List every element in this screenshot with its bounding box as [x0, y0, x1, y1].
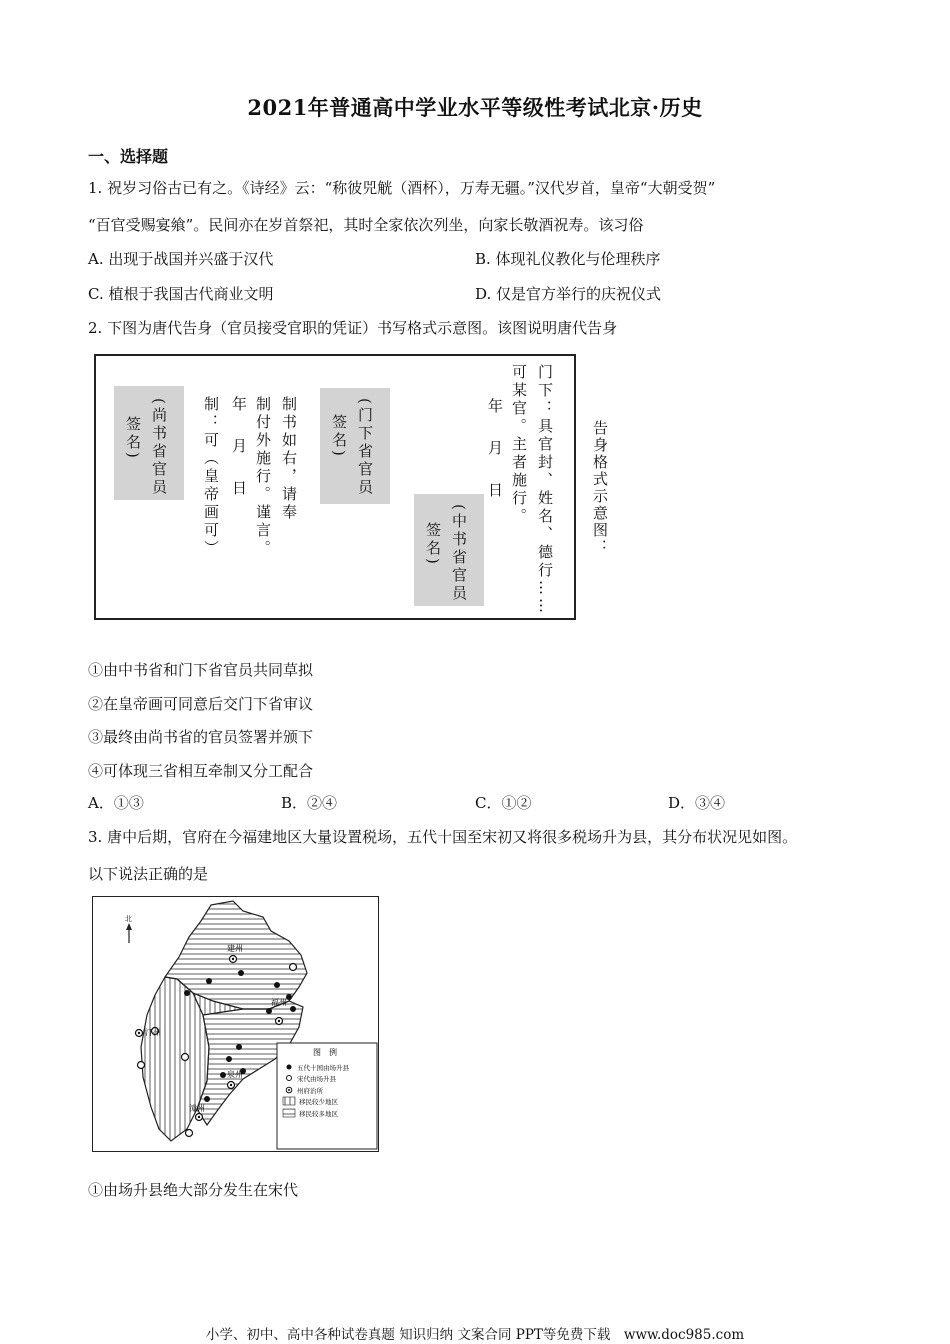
box-menxia-sign: 签名) [330, 414, 348, 459]
q2-option-c: C．①② [475, 794, 532, 812]
fujian-map-svg [93, 897, 379, 1152]
fujian-map [92, 896, 379, 1152]
city-label-zhangzhou: 漳州 [189, 1104, 205, 1113]
box-zhongshu-label: (中书省官员 [450, 504, 468, 603]
legend-item-4: 移民较少地区 [299, 1098, 338, 1106]
box-shangshu-label: (尚书省官员 [150, 398, 168, 497]
page-footer: 小学、初中、高中各种试卷真题 知识归纳 文案合同 PPT等免费下载 www.doc985.com [205, 1327, 745, 1343]
diagram-box-shangshu [114, 386, 184, 500]
q1-option-c: C. 植根于我国古代商业文明 [88, 285, 274, 303]
north-arrow-head [126, 923, 132, 930]
diagram-box-menxia [320, 388, 390, 504]
city-label-tingzhou: 汀州 [145, 1028, 161, 1037]
q1-option-a: A. 出现于战国并兴盛于汉代 [88, 250, 274, 268]
legend-item-1: 五代十国由场升县 [297, 1064, 349, 1072]
section-heading: 一、选择题 [88, 147, 169, 166]
diagram-box-zhongshu [414, 494, 484, 606]
city-label-fuzhou: 福州 [271, 998, 287, 1007]
page-title: 2021年普通高中学业水平等级性考试北京·历史 [247, 95, 703, 120]
q2-stem: 2. 下图为唐代告身（官员接受官职的凭证）书写格式示意图。该图说明唐代告身 [88, 319, 618, 337]
box-menxia-label: (门下省官员 [356, 398, 374, 497]
q1-option-d: D. 仅是官方举行的庆祝仪式 [475, 285, 662, 303]
diagram-col-menxia: 门下：具官封、姓名、德行…… [536, 364, 554, 616]
diagram-col-ke: 可某官。主者施行。 [510, 364, 528, 526]
legend-item-5: 移民较多地区 [299, 1110, 338, 1118]
diagram-col-zhishu: 制书如右，请奉 [280, 396, 298, 522]
q3-item-1: ①由场升县绝大部分发生在宋代 [88, 1181, 299, 1199]
legend-item-2: 宋代由场升县 [297, 1075, 336, 1083]
box-zhongshu-sign: 签名) [424, 522, 442, 567]
q2-option-a: A．①③ [88, 794, 144, 812]
diagram-col-date1: 年 月 日 [486, 398, 504, 503]
q2-option-b: B．②④ [281, 794, 338, 812]
map-legend [277, 1043, 377, 1149]
legend-item-3: 州府治所 [297, 1087, 323, 1095]
box-shangshu-sign: 签名) [124, 416, 142, 461]
q2-option-d: D．③④ [668, 794, 726, 812]
q2-item-1: ①由中书省和门下省官员共同草拟 [88, 661, 314, 679]
diagram-col-zhi: 制：可（皇帝画可） [202, 396, 220, 558]
legend-title: 图 例 [313, 1048, 337, 1057]
q3-stem-line1: 3. 唐中后期，官府在今福建地区大量设置税场，五代十国至宋初又将很多税场升为县，其分布状况见如图。 [88, 828, 798, 846]
city-label-quanzhou: 泉州 [227, 1070, 243, 1079]
q2-item-4: ④可体现三省相互牵制又分工配合 [88, 762, 314, 780]
q2-item-3: ③最终由尚书省的官员签署并颁下 [88, 728, 314, 746]
city-label-jianzhou: 建州 [227, 944, 243, 953]
q1-stem-line2: “百官受赐宴飨”。民间亦在岁首祭祀，其时全家依次列坐，向家长敬酒祝寿。该习俗 [88, 216, 644, 234]
q1-stem-line1: 1. 祝岁习俗古已有之。《诗经》云：“称彼兕觥（酒杯），万寿无疆。”汉代岁首，皇帝“大朝受贺” [88, 179, 716, 197]
q2-item-2: ②在皇帝画可同意后交门下省审议 [88, 695, 314, 713]
diagram-side-title: 告身格式示意图： [591, 420, 609, 556]
diagram-col-date2: 年 月 日 [230, 396, 248, 501]
north-label: 北 [125, 915, 132, 923]
gaoshen-format-diagram [94, 354, 576, 620]
diagram-col-zhifu: 制付外施行。谨言。 [254, 396, 272, 558]
q3-stem-line2: 以下说法正确的是 [88, 865, 209, 883]
q1-option-b: B. 体现礼仪教化与伦理秩序 [475, 250, 661, 268]
